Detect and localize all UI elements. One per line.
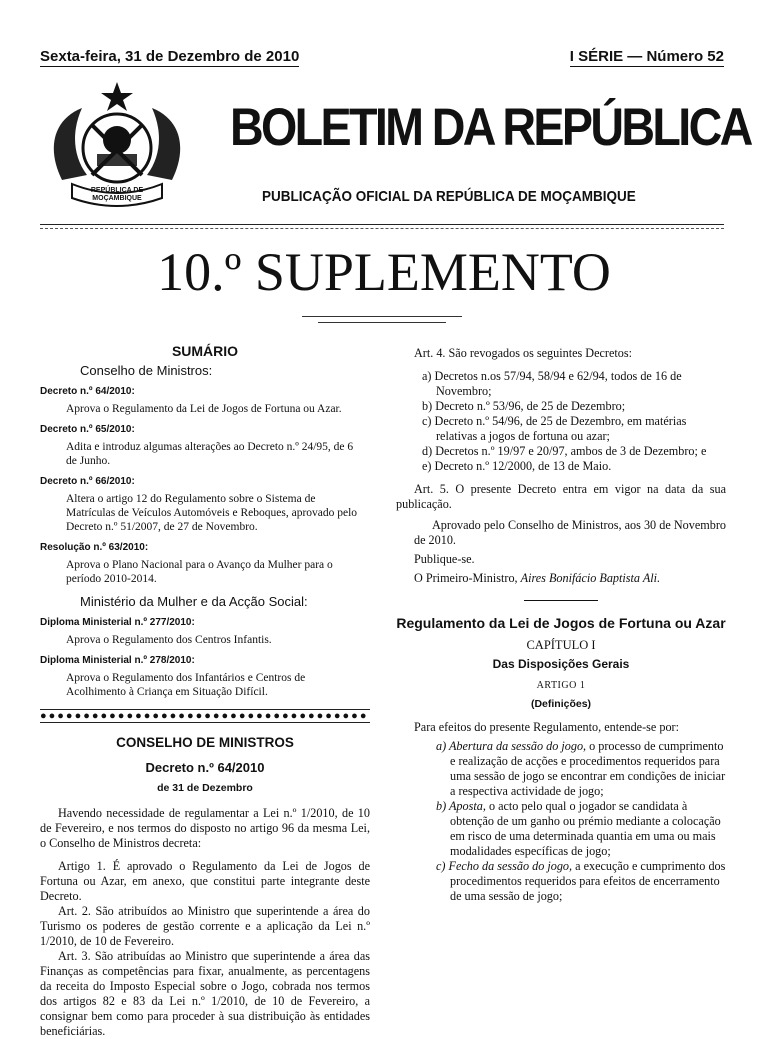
pm-name: Aires Bonifácio Baptista Ali.	[520, 571, 661, 585]
list-item: c) Decreto n.º 54/96, de 25 de Dezembro, em matérias relativas a jogos de fortuna ou azar;	[422, 414, 687, 443]
summary-item-label: Diploma Ministerial n.º 277/2010:	[40, 617, 195, 628]
approval-note: Aprovado pelo Conselho de Ministros, aos 30 de Novembro de 2010.	[414, 518, 726, 547]
issue-date: Sexta-feira, 31 de Dezembro de 2010	[40, 48, 300, 65]
list-item: e) Decreto n.º 12/2000, de 13 de Maio.	[422, 459, 612, 473]
list-item: d) Decretos n.º 19/97 e 20/97, ambos de 3 de Dezembro; e	[422, 444, 707, 458]
decree-article-1: Artigo 1. É aprovado o Regulamento da Lei de Jogos de Fortuna ou Azar, em anexo, que constitui parte integrante deste Decreto.	[40, 859, 370, 903]
definition-item	[422, 739, 726, 799]
decree-date: de 31 de Dezembro	[157, 782, 253, 794]
summary-item-desc: Aprova o Plano Nacional para o Avanço da Mulher para o período 2010-2014.	[66, 559, 333, 585]
left-column	[40, 344, 370, 1039]
right-column	[396, 346, 726, 904]
decree-article-4: Art. 4. São revogados os seguintes Decretos:	[414, 346, 632, 360]
summary-item-desc: Aprova o Regulamento dos Infantários e Centros de Acolhimento à Criança em Situação Difícil.	[66, 672, 306, 698]
article-heading: ARTIGO 1	[536, 680, 586, 691]
summary-item-label: Decreto n.º 64/2010:	[40, 386, 135, 397]
summary-item-label: Resolução n.º 63/2010:	[40, 542, 149, 553]
regulation-title: Regulamento da Lei de Jogos de Fortuna ou Azar	[396, 615, 726, 631]
ministry-heading: Conselho de Ministros:	[80, 363, 213, 378]
summary-item-label: Decreto n.º 65/2010:	[40, 424, 135, 435]
article-title: (Definições)	[530, 698, 592, 710]
section-heading: CONSELHO DE MINISTROS	[116, 735, 294, 750]
summary-item-desc: Aprova o Regulamento dos Centros Infantis.	[66, 634, 272, 646]
masthead-subtitle: PUBLICAÇÃO OFICIAL DA REPÚBLICA DE MOÇAMBIQUE	[262, 188, 636, 205]
list-item: b) Decreto n.º 53/96, de 25 de Dezembro;	[422, 399, 626, 413]
regulation-intro: Para efeitos do presente Regulamento, entende-se por:	[414, 720, 679, 734]
chapter-title: Das Disposições Gerais	[492, 657, 630, 671]
decree-article-5: Art. 5. O presente Decreto entra em vigor na data da sua publicação.	[396, 482, 726, 511]
definition-term: b) Aposta,	[436, 799, 486, 813]
emblem-text-2: MOÇAMBIQUE	[92, 195, 142, 202]
definition-text: o acto pelo qual o jogador se candidata à obtenção de um ganho ou prémio mediante a colocação em risco de uma determinada quantia em uma ou mais modalidades específicas de jogo;	[450, 799, 721, 858]
list-item: a) Decretos n.os 57/94, 58/94 e 62/94, todos de 16 de Novembro;	[422, 369, 682, 398]
divider	[40, 224, 724, 225]
definition-term: c) Fecho da sessão do jogo,	[436, 859, 573, 873]
national-emblem-icon	[42, 80, 192, 210]
summary-item-desc: Aprova o Regulamento da Lei de Jogos de Fortuna ou Azar.	[66, 403, 342, 415]
pm-label: O Primeiro-Ministro,	[414, 571, 518, 585]
supplement-title: 10.º SUPLEMENTO	[157, 242, 611, 302]
divider	[40, 228, 724, 229]
ministry-heading: Ministério da Mulher e da Acção Social:	[80, 594, 308, 609]
revoked-list	[422, 369, 726, 474]
divider	[318, 322, 446, 323]
decree-preamble: Havendo necessidade de regulamentar a Lei n.º 1/2010, de 10 de Fevereiro, e nos termos do disposto no artigo 96 da mesma Lei, o Conselho de Ministros decreta:	[40, 806, 370, 850]
summary-title: SUMÁRIO	[171, 343, 239, 359]
summary-item-desc: Altera o artigo 12 do Regulamento sobre o Sistema de Matrículas de Veículos Automóveis e Reboques, aprovado pelo Decreto n.º 51/2007, de 27 de Novembro.	[66, 493, 358, 533]
definition-item	[422, 859, 726, 904]
emblem-text-1: REPÚBLICA DE	[90, 187, 144, 194]
definition-text: o processo de cumprimento e realização de acções e procedimentos requeridos para uma sessão de jogo se encontrar em condições de iniciar a respectiva actividade de jogo;	[450, 739, 726, 798]
summary-item-label: Decreto n.º 66/2010:	[40, 476, 135, 487]
masthead-title: BOLETIM DA REPÚBLICA	[230, 98, 751, 157]
publish-note: Publique-se.	[414, 552, 475, 566]
summary-item-label: Diploma Ministerial n.º 278/2010:	[40, 655, 195, 666]
decree-article-3: Art. 3. São atribuídas ao Ministro que superintende a área das Finanças as competências para fixar, anualmente, as percentagens da receita do Imposto Especial sobre o Jogo, cobrada nos termos dos artigos 82 e 83 da Lei n.º 1/2010, de 10 de Fevereiro, a consignar bem como para proceder à sua distribuição às entidades beneficiárias.	[40, 949, 370, 1038]
divider	[302, 316, 462, 317]
definition-text: a execução e cumprimento dos procedimentos requeridos para efeitos de encerramento de uma sessão de jogo;	[450, 859, 726, 903]
dotted-divider: ●●●●●●●●●●●●●●●●●●●●●●●●●●●●●●●●●●●●●●	[40, 710, 369, 722]
definitions-list	[422, 739, 726, 904]
header-bar	[40, 48, 724, 70]
chapter-heading: CAPÍTULO I	[526, 638, 596, 652]
issue-number: I SÉRIE — Número 52	[569, 48, 724, 65]
summary-item-desc: Adita e introduz algumas alterações ao Decreto n.º 24/95, de 6 de Junho.	[66, 441, 354, 467]
definition-term: a) Abertura da sessão do jogo,	[436, 739, 587, 753]
divider	[524, 600, 598, 601]
decree-article-2: Art. 2. São atribuídos ao Ministro que superintende a área do Turismo os poderes de gestão corrente e a aplicação da Lei n.º 1/2010, de 10 de Fevereiro.	[40, 904, 370, 948]
decree-title: Decreto n.º 64/2010	[145, 760, 265, 775]
signature-line	[396, 571, 726, 586]
definition-item	[422, 799, 726, 859]
